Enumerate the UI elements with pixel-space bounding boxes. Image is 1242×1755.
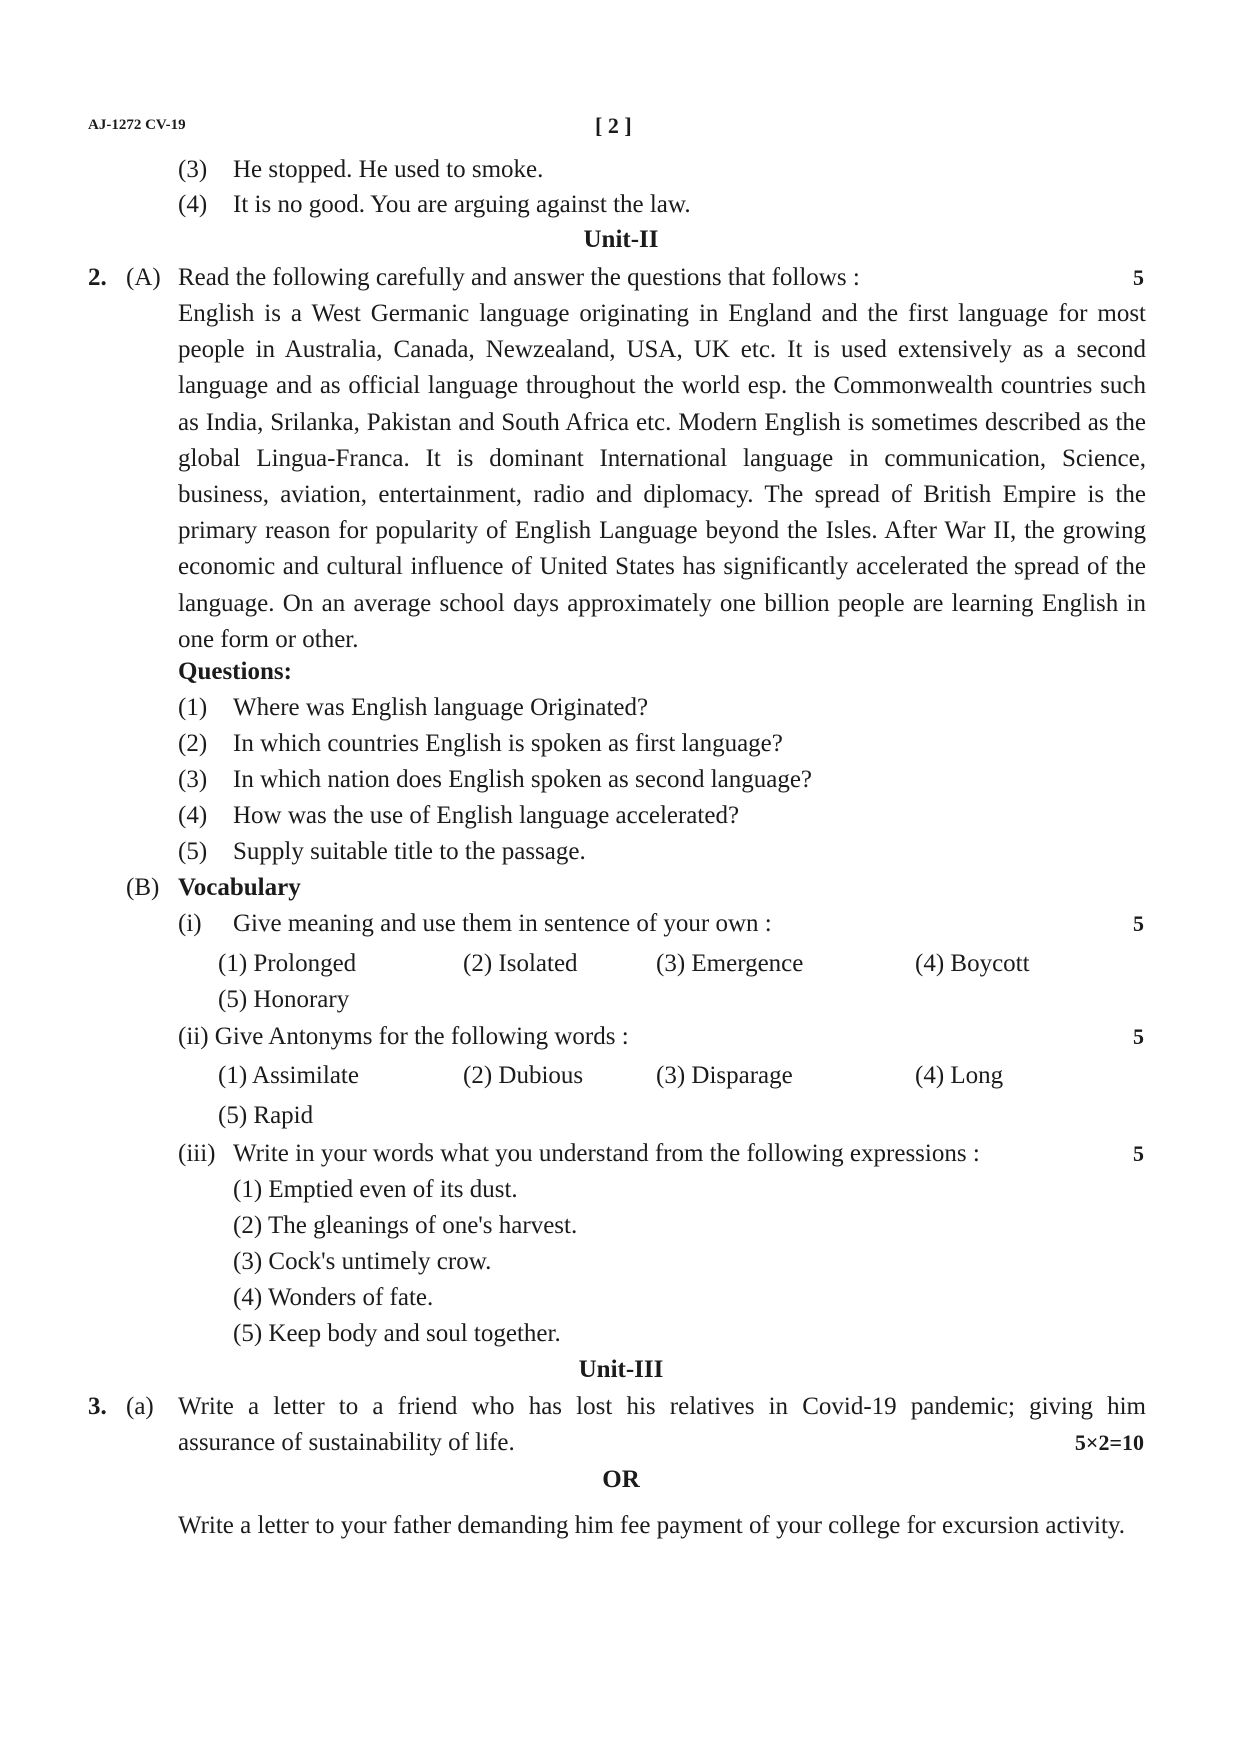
item-text: He stopped. He used to smoke. [233,156,544,183]
questions-heading: Questions: [178,658,292,685]
page-number: [ 2 ] [595,113,632,138]
vocab-ii-marks: 5 [1133,1024,1144,1049]
part-a-label: (A) [126,264,161,291]
part-b-label: (B) [126,874,160,901]
antonym-word: (3) Disparage [656,1062,793,1089]
comprehension-question [178,834,586,870]
comprehension-question [178,798,739,834]
expression-item: (5) Keep body and soul together. [233,1320,561,1347]
antonym-word: (5) Rapid [218,1102,314,1129]
sub-question-text: Give meaning and use them in sentence of your own : [233,910,772,937]
comprehension-question [178,690,648,726]
comprehension-question [178,762,812,798]
expression-item: (2) The gleanings of one's harvest. [233,1212,578,1239]
expression-item: (4) Wonders of fate. [233,1284,434,1311]
item-number: (3) [178,156,208,183]
part-a-marks: 5 [1133,265,1144,290]
vocab-word: (4) Boycott [915,950,1030,977]
item-text: It is no good. You are arguing against the law. [233,191,691,218]
comprehension-passage: English is a West Germanic language originating in England and the first language for most people in Australia, Canada, Newzealand, USA, UK etc. It is used extensively as a second language and as official language throughout the world esp. the Commonwealth countries such as India, Srilanka, Pakistan and South Africa etc. Modern English is sometimes described as the global Lingua-Franca. It is dominant International language in communication, Science, business, aviation, entertainment, radio and diplomacy. The spread of British Empire is the primary reason for popularity of English Language beyond the Isles. After War II, the growing economic and cultural influence of United States has significantly accelerated the spread of the language. On an average school days approximately one billion people are learning English in one form or other. [178,300,1146,653]
expression-item: (1) Emptied even of its dust. [233,1176,518,1203]
alternate-letter-question: Write a letter to your father demanding him fee payment of your college for excursion activity. [178,1512,1126,1539]
question-number: (1) [178,694,208,721]
vocab-word: (1) Prolonged [218,950,357,977]
antonym-word: (1) Assimilate [218,1062,359,1089]
question-text: How was the use of English language accelerated? [233,802,740,829]
letter-question-marks: 5×2=10 [1074,1430,1144,1455]
vocabulary-heading: Vocabulary [178,874,301,901]
sub-question-text: Write in your words what you understand from the following expressions : [233,1140,980,1167]
comprehension-question [178,726,783,762]
paper-code: AJ-1272 CV-19 [88,117,186,133]
vocab-i-instruction [178,906,772,942]
question-2-number: 2. [88,264,107,291]
unit-3-heading: Unit-III [578,1356,664,1383]
question-3-number: 3. [88,1393,107,1420]
question-text: In which nation does English spoken as second language? [233,766,813,793]
letter-question-line-2: assurance of sustainability of life. [178,1429,515,1456]
question-text: Supply suitable title to the passage. [233,838,586,865]
question-number: (5) [178,838,208,865]
vocab-word: (5) Honorary [218,986,350,1013]
part-a-instruction: Read the following carefully and answer the questions that follows : [178,264,860,291]
vocab-iii-instruction [178,1136,980,1172]
item-number: (4) [178,191,208,218]
question-number: (3) [178,766,208,793]
question-number: (2) [178,730,208,757]
question-number: (4) [178,802,208,829]
sub-question-number: (i) [178,910,202,937]
vocab-ii-instruction: (ii) Give Antonyms for the following words : [178,1023,629,1050]
antonym-word: (4) Long [915,1062,1004,1089]
unit-2-heading: Unit-II [583,226,659,253]
vocab-word: (3) Emergence [656,950,804,977]
or-divider: OR [602,1466,640,1493]
expression-item: (3) Cock's untimely crow. [233,1248,492,1275]
prev-item-3 [178,152,543,188]
prev-item-4 [178,187,691,223]
part-a-label: (a) [126,1393,154,1420]
vocab-i-marks: 5 [1133,911,1144,936]
vocab-word: (2) Isolated [463,950,578,977]
question-text: In which countries English is spoken as first language? [233,730,783,757]
antonym-word: (2) Dubious [463,1062,584,1089]
sub-question-number: (iii) [178,1140,216,1167]
letter-question-line-1: Write a letter to a friend who has lost his relatives in Covid-19 pandemic; giving him [178,1393,1146,1420]
question-text: Where was English language Originated? [233,694,649,721]
vocab-iii-marks: 5 [1133,1141,1144,1166]
